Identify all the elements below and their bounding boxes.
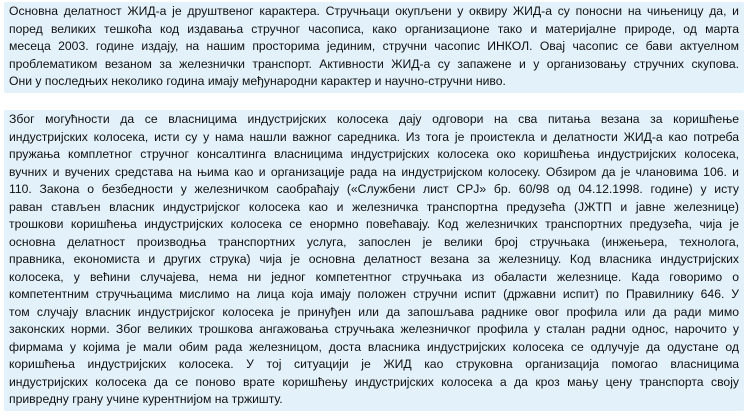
text-line: вучних и вучених средстава на њима као и организације рада на индустријском колосеку. Обзиром да је члановима 106. и	[9, 164, 739, 179]
text-line: 110. Закона о безбедности у железничком саобраћају («Службени лист СРЈ» бр. 60/98 од 04.12.1998. године) у исту	[9, 182, 739, 196]
text-line: том случају власник индустријског колосека је принуђен или да запошљава раднике овог профила или да ради мимо	[9, 304, 739, 319]
text-line: колосека, у већини случајева, нема ни једног компетентног стручњака из обаласти железнице. Када говоримо о	[9, 269, 739, 284]
text-line: законских норми. Због великих трошкова ангажовања стручњака железничког профила у сталан радни однос, нарочито у	[9, 322, 739, 336]
text-line: трошкови коришћења индустријских колосека се енормно повећавају. Код железничких транспортних предузећа, чија је	[9, 217, 739, 231]
text-line: Основна делатност ЖИД-а је друштвеног карактера. Стручњаци окупљени у оквиру ЖИД-а су поносни на чињеницу да, и	[9, 4, 739, 18]
paragraph-2	[4, 110, 744, 411]
text-line: основна делатност производња транспортних услуга, запослен је велики број стручњака (инжењера, технолога,	[9, 234, 739, 249]
text-line: проблематиком везаном за железнички транспорт. Активности ЖИД-а су запажене и у организовању стручних скупова.	[9, 56, 739, 71]
text-line: коришћења индустријских колосека. У тој ситуацији је ЖИД као струковна организација помогао власницима	[9, 357, 739, 371]
text-line: индустријских колосека да се поново врате коришћењу индустријских колосека а да кроз мању цену транспорта своју	[9, 374, 739, 389]
text-line: месеца 2003. године издају, на нашим просторима јединим, стручни часопис ИНКОЛ. Овај часопис се бави актуелном	[9, 39, 739, 53]
text-line: фирмама у којима је мали обим рада железницом, доста власника индустријских колосека се одлучује да одустане од	[9, 339, 739, 354]
text-line: пружања комплетног стручног консалтинга власницима индустријских колосека око коришћења индустријских колосека,	[9, 147, 739, 161]
text-line: Због могућности да се власницима индустријских колосека дају одговори на сва питања везана за коришћење	[9, 112, 739, 126]
text-line: раван стављен власник индустријског колосека као и железничка транспортна предузећа (ЈЖТП и јавне железнице)	[9, 199, 739, 214]
text-line: компетентним стручњацима мислимо на лица која имају положен стручни испит (државни испит) по Правилнику 646. У	[9, 287, 739, 301]
paragraph-1	[4, 2, 744, 93]
text-line: привредну грану учине курентнијом на тржишту.	[9, 392, 283, 406]
text-line: Они у последњих неколико година имају међународни карактер и научно-стручни ниво.	[9, 74, 506, 88]
text-line: поред великих тешкоћа код издавања стручног часописа, како организационе тако и материјалне природе, од марта	[9, 21, 739, 36]
text-line: правника, економиста и других струка) чија је основна делатност везана за железницу. Код власника индустријских	[9, 252, 739, 266]
text-line: индустријских колосека, исти су у нама нашли важног саредника. Из тога је проистекла и делатности ЖИД-а као потреба	[9, 129, 739, 144]
